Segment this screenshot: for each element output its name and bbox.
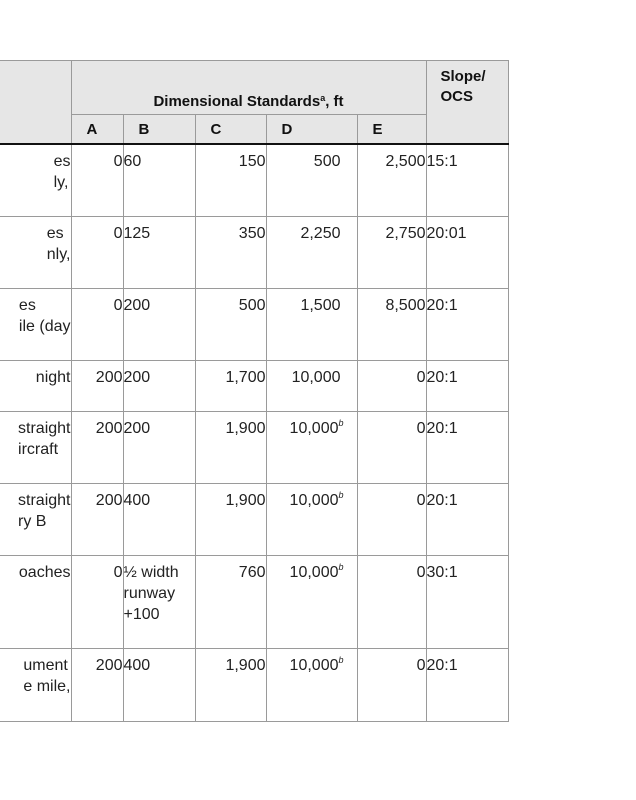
cell-d: 1,500 bbox=[266, 288, 357, 360]
cell-b: ½ width runway +100 bbox=[123, 555, 195, 648]
cell-e: 0 bbox=[357, 483, 426, 555]
row-description-cell: straight ry B bbox=[0, 483, 71, 555]
cell-e: 0 bbox=[357, 648, 426, 721]
footnote-b-marker: b bbox=[338, 489, 344, 500]
row-description-cell: es nly, bbox=[0, 216, 71, 288]
table-row bbox=[0, 555, 508, 648]
row-description-cell: straight ircraft bbox=[0, 411, 71, 483]
table-row bbox=[0, 648, 508, 721]
slope-ocs-header: Slope/ OCS bbox=[426, 61, 508, 145]
row-description-cell: night bbox=[0, 360, 71, 411]
row-description-cell: ument e mile, bbox=[0, 648, 71, 721]
table-body bbox=[0, 144, 508, 721]
table-row bbox=[0, 360, 508, 411]
cell-c: 350 bbox=[195, 216, 266, 288]
row-description-cell: oaches bbox=[0, 555, 71, 648]
cell-a: 0 bbox=[71, 288, 123, 360]
cell-a: 0 bbox=[71, 216, 123, 288]
cell-slope: 20:1 bbox=[426, 648, 508, 721]
cell-a: 0 bbox=[71, 555, 123, 648]
cell-a: 200 bbox=[71, 648, 123, 721]
column-header-a: A bbox=[71, 115, 123, 145]
cell-b: 200 bbox=[123, 360, 195, 411]
row-description-cell: es ly, bbox=[0, 144, 71, 216]
cell-b: 125 bbox=[123, 216, 195, 288]
cell-d: 10,000$^b$ bbox=[266, 411, 357, 483]
cell-slope: 20:1 bbox=[426, 483, 508, 555]
column-header-d: D bbox=[266, 115, 357, 145]
cell-slope: 20:1 bbox=[426, 288, 508, 360]
dimensional-standards-header: Dimensional Standards$^a$, ft bbox=[71, 61, 426, 115]
cell-c: 1,900 bbox=[195, 648, 266, 721]
cell-d: 10,000$^b$ bbox=[266, 555, 357, 648]
cell-e: 2,750 bbox=[357, 216, 426, 288]
description-header bbox=[0, 61, 71, 145]
cell-a: 200 bbox=[71, 411, 123, 483]
cell-d: 2,250 bbox=[266, 216, 357, 288]
cell-a: 200 bbox=[71, 360, 123, 411]
table-row bbox=[0, 483, 508, 555]
cell-slope: 15:1 bbox=[426, 144, 508, 216]
cell-d: 10,000 bbox=[266, 360, 357, 411]
cell-a: 0 bbox=[71, 144, 123, 216]
cell-slope: 30:1 bbox=[426, 555, 508, 648]
cell-d: 500 bbox=[266, 144, 357, 216]
cell-e: 0 bbox=[357, 360, 426, 411]
column-header-e: E bbox=[357, 115, 426, 145]
table-row bbox=[0, 288, 508, 360]
cell-c: 760 bbox=[195, 555, 266, 648]
table-row bbox=[0, 411, 508, 483]
cell-b: 400 bbox=[123, 648, 195, 721]
dimensional-standards-table bbox=[0, 60, 509, 722]
cell-c: 1,900 bbox=[195, 411, 266, 483]
cell-c: 1,700 bbox=[195, 360, 266, 411]
row-description-cell: es ile (day bbox=[0, 288, 71, 360]
cell-slope: 20:01 bbox=[426, 216, 508, 288]
cell-b: 200 bbox=[123, 411, 195, 483]
cell-e: 0 bbox=[357, 411, 426, 483]
cell-b: 400 bbox=[123, 483, 195, 555]
cell-c: 500 bbox=[195, 288, 266, 360]
footnote-b-marker: b bbox=[338, 654, 344, 665]
cell-b: 60 bbox=[123, 144, 195, 216]
cell-slope: 20:1 bbox=[426, 360, 508, 411]
cell-a: 200 bbox=[71, 483, 123, 555]
cell-d: 10,000$^b$ bbox=[266, 483, 357, 555]
cell-e: 2,500 bbox=[357, 144, 426, 216]
cell-d: 10,000$^b$ bbox=[266, 648, 357, 721]
table-row bbox=[0, 216, 508, 288]
footnote-b-marker: b bbox=[338, 561, 344, 572]
cell-slope: 20:1 bbox=[426, 411, 508, 483]
cell-e: 0 bbox=[357, 555, 426, 648]
footnote-b-marker: b bbox=[338, 417, 344, 428]
cell-b: 200 bbox=[123, 288, 195, 360]
table-row bbox=[0, 144, 508, 216]
column-header-b: B bbox=[123, 115, 195, 145]
cell-c: 150 bbox=[195, 144, 266, 216]
column-header-c: C bbox=[195, 115, 266, 145]
cell-c: 1,900 bbox=[195, 483, 266, 555]
footnote-a-marker: a bbox=[320, 93, 326, 103]
cell-e: 8,500 bbox=[357, 288, 426, 360]
